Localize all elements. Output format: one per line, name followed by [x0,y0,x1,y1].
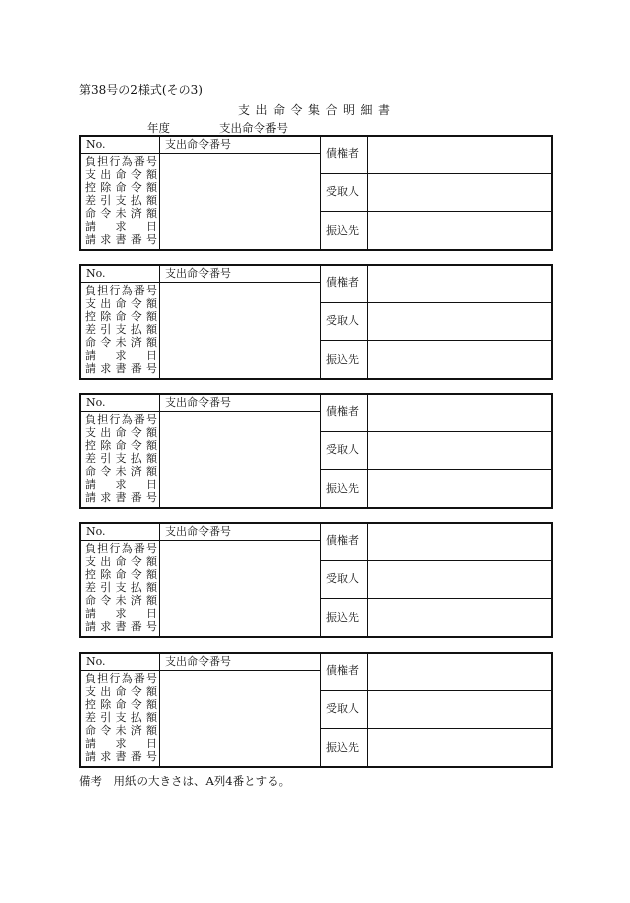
divider [81,540,320,541]
divider [367,524,368,636]
no-label: No. [86,138,106,151]
divider [81,153,320,154]
transfer-destination-label: 振込先 [326,611,359,624]
divider [320,469,551,470]
divider [320,560,551,561]
divider [320,211,551,212]
row-label: 命令未済額 [85,207,157,220]
row-label: 控除命令額 [85,439,157,452]
divider [320,690,551,691]
detail-block [79,264,553,380]
row-label: 請求書番号 [85,620,157,633]
divider [320,266,321,378]
detail-block [79,393,553,509]
row-label: 負担行為番号 [85,413,157,426]
row-label: 請求書番号 [85,750,157,763]
row-label: 支出命令額 [85,555,157,568]
row-label: 控除命令額 [85,568,157,581]
no-label: No. [86,655,106,668]
row-label: 差引支払額 [85,711,157,724]
row-label: 命令未済額 [85,336,157,349]
command-number-label: 支出命令番号 [219,121,288,135]
row-label: 請求日 [85,737,157,750]
transfer-destination-label: 振込先 [326,353,359,366]
command-number-label: 支出命令番号 [165,138,231,151]
row-label: 差引支払額 [85,323,157,336]
row-label: 請求日 [85,220,157,233]
divider [81,670,320,671]
row-label: 負担行為番号 [85,284,157,297]
remarks-note: 備考 用紙の大きさは、A列4番とする。 [79,774,291,788]
transfer-destination-label: 振込先 [326,224,359,237]
creditor-label: 債権者 [326,534,359,547]
row-labels [85,413,157,504]
command-number-label: 支出命令番号 [165,267,231,280]
detail-block [79,652,553,768]
row-label: 請求書番号 [85,491,157,504]
row-label: 負担行為番号 [85,542,157,555]
row-label: 請求書番号 [85,233,157,246]
row-label: 控除命令額 [85,698,157,711]
divider [320,524,321,636]
divider [367,654,368,766]
fiscal-year-label: 年度 [147,121,170,135]
row-label: 負担行為番号 [85,672,157,685]
recipient-label: 受取人 [326,185,359,198]
divider [320,302,551,303]
row-label: 命令未済額 [85,594,157,607]
row-label: 請求日 [85,607,157,620]
no-label: No. [86,525,106,538]
row-labels [85,672,157,763]
row-labels [85,155,157,246]
creditor-label: 債権者 [326,664,359,677]
row-label: 控除命令額 [85,181,157,194]
row-label: 差引支払額 [85,581,157,594]
detail-block [79,135,553,251]
row-label: 控除命令額 [85,310,157,323]
divider [320,728,551,729]
row-label: 支出命令額 [85,426,157,439]
row-label: 請求書番号 [85,362,157,375]
recipient-label: 受取人 [326,702,359,715]
divider [367,395,368,507]
no-label: No. [86,396,106,409]
row-label: 請求日 [85,478,157,491]
row-label: 差引支払額 [85,452,157,465]
divider [320,173,551,174]
row-label: 命令未済額 [85,724,157,737]
document-title: 支出命令集合明細書 [238,103,396,117]
row-label: 負担行為番号 [85,155,157,168]
row-labels [85,542,157,633]
form-number: 第38号の2様式(その3) [79,83,203,97]
detail-block [79,522,553,638]
creditor-label: 債権者 [326,405,359,418]
divider [367,137,368,249]
no-label: No. [86,267,106,280]
divider [320,137,321,249]
row-label: 差引支払額 [85,194,157,207]
row-label: 命令未済額 [85,465,157,478]
divider [81,282,320,283]
divider [367,266,368,378]
command-number-label: 支出命令番号 [165,655,231,668]
creditor-label: 債権者 [326,147,359,160]
creditor-label: 債権者 [326,276,359,289]
divider [320,431,551,432]
row-labels [85,284,157,375]
divider [320,340,551,341]
row-label: 請求日 [85,349,157,362]
divider [320,654,321,766]
recipient-label: 受取人 [326,572,359,585]
command-number-label: 支出命令番号 [165,396,231,409]
row-label: 支出命令額 [85,685,157,698]
divider [81,411,320,412]
recipient-label: 受取人 [326,314,359,327]
transfer-destination-label: 振込先 [326,741,359,754]
divider [320,395,321,507]
recipient-label: 受取人 [326,443,359,456]
transfer-destination-label: 振込先 [326,482,359,495]
command-number-label: 支出命令番号 [165,525,231,538]
row-label: 支出命令額 [85,168,157,181]
row-label: 支出命令額 [85,297,157,310]
divider [320,598,551,599]
